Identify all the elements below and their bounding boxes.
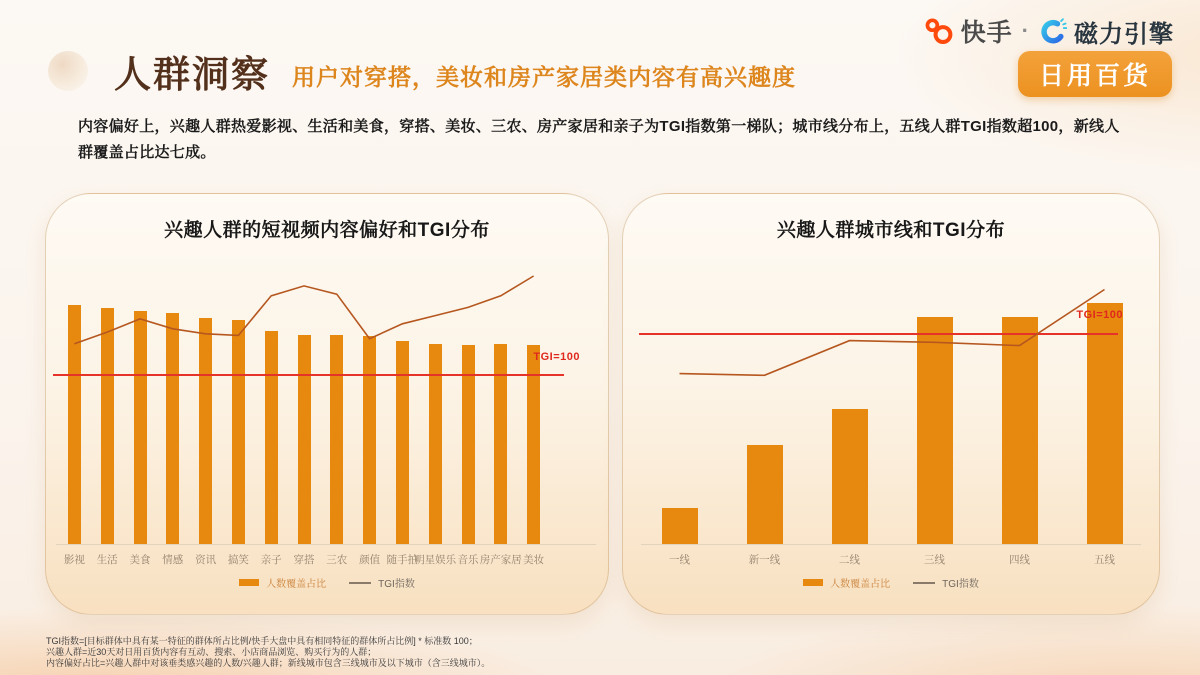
x-tick-label: 影视 <box>63 554 85 566</box>
x-tick-label: 亲子 <box>260 554 282 566</box>
x-tick-label: 颜值 <box>359 554 381 566</box>
legend-line-label: TGI指数 <box>378 579 415 590</box>
bar-新一线 <box>747 445 783 544</box>
legend-line-swatch-icon <box>913 582 935 584</box>
x-tick-label: 情感 <box>162 554 184 566</box>
magnet-engine-logo-icon <box>1038 17 1067 46</box>
kuaishou-logo-icon <box>924 16 954 46</box>
bar-明星娱乐 <box>429 344 442 544</box>
bar-三农 <box>330 335 343 544</box>
bar-五线 <box>1087 303 1123 544</box>
x-axis-line <box>56 544 596 545</box>
chart-title: 兴趣人群的短视频内容偏好和TGI分布 <box>164 220 490 241</box>
page-subtitle: 用户对穿搭，美妆和房产家居类内容有高兴趣度 <box>292 63 796 90</box>
tgi-100-reference-label: TGI=100 <box>533 351 580 363</box>
x-tick-label: 明星娱乐 <box>414 554 457 566</box>
legend-line-swatch-icon <box>349 582 371 584</box>
x-axis-line <box>641 544 1141 545</box>
magnet-engine-wordmark: 磁力引擎 <box>1074 20 1174 48</box>
x-tick-label: 生活 <box>96 554 118 566</box>
brand-separator: · <box>1021 18 1029 43</box>
x-tick-label: 三线 <box>924 554 945 566</box>
chart-title: 兴趣人群城市线和TGI分布 <box>776 220 1006 241</box>
x-tick-label: 美妆 <box>523 554 545 566</box>
x-tick-label: 音乐 <box>457 554 479 566</box>
page-title: 人群洞察 <box>114 54 270 95</box>
bar-情感 <box>166 313 179 544</box>
x-tick-label: 随手拍 <box>386 554 419 566</box>
x-tick-label: 二线 <box>839 554 860 566</box>
legend-bar-swatch-icon <box>239 579 259 586</box>
content-preference-chart <box>46 194 608 614</box>
legend <box>46 575 608 590</box>
legend <box>623 575 1159 590</box>
x-tick-label: 三农 <box>326 554 348 566</box>
legend-bar-swatch-icon <box>803 579 823 586</box>
decorative-sphere-icon <box>48 51 88 91</box>
x-tick-label: 五线 <box>1094 554 1115 566</box>
bar-音乐 <box>462 345 475 544</box>
bar-一线 <box>662 508 698 544</box>
footnotes <box>46 636 490 668</box>
bar-穿搭 <box>298 335 311 544</box>
bar-房产家居 <box>494 344 507 544</box>
bar-生活 <box>101 308 114 544</box>
footnote-line: TGI指数=[目标群体中具有某一特征的群体所占比例/快手大盘中具有相同特征的群体所占比例] * 标准数 100； <box>46 636 478 646</box>
x-tick-label: 搞笑 <box>227 554 249 566</box>
category-badge: 日用百货 <box>1018 51 1172 97</box>
bar-资讯 <box>199 318 212 544</box>
x-tick-label: 美食 <box>129 554 151 566</box>
bar-美食 <box>134 311 147 544</box>
bar-三线 <box>917 317 953 544</box>
bar-二线 <box>832 409 868 544</box>
summary-text: 内容偏好上，兴趣人群热爱影视、生活和美食，穿搭、美妆、三农、房产家居和亲子为TGI指数第一梯队；城市线分布上，五线人群TGI指数超100，新线人群覆盖占比达七成。 <box>78 118 1120 161</box>
content-preference-card <box>45 193 609 615</box>
bar-四线 <box>1002 317 1038 544</box>
title-row <box>48 44 796 98</box>
bar-影视 <box>68 305 81 544</box>
legend-bar-label: 人数覆盖占比 <box>266 579 327 590</box>
x-tick-label: 一线 <box>669 554 690 566</box>
legend-bar-label: 人数覆盖占比 <box>830 579 891 590</box>
x-tick-label: 房产家居 <box>479 554 522 566</box>
city-tier-chart <box>623 194 1159 614</box>
bar-美妆 <box>527 345 540 544</box>
footnote-line: 内容偏好占比=兴趣人群中对该垂类感兴趣的人数/兴趣人群；新线城市包含三线城市及以下城市（含三线城市）。 <box>46 657 491 668</box>
x-tick-label: 穿搭 <box>293 554 315 566</box>
x-tick-label: 资讯 <box>195 554 217 566</box>
tgi-100-reference-label: TGI=100 <box>1076 309 1123 321</box>
footnote-line: 兴趣人群=近30天对日用百货内容有互动、搜索、小店商品浏览、购买行为的人群； <box>46 646 377 657</box>
kuaishou-wordmark: 快手 <box>960 19 1013 47</box>
bar-颜值 <box>363 336 376 544</box>
x-tick-label: 新一线 <box>748 554 781 566</box>
x-tick-label: 四线 <box>1009 554 1030 566</box>
tgi-index-line <box>680 290 1105 376</box>
bar-搞笑 <box>232 320 245 544</box>
bar-亲子 <box>265 331 278 544</box>
city-tier-card <box>622 193 1160 615</box>
bar-随手拍 <box>396 341 409 544</box>
brand-row <box>924 13 1174 49</box>
legend-line-label: TGI指数 <box>942 579 979 590</box>
